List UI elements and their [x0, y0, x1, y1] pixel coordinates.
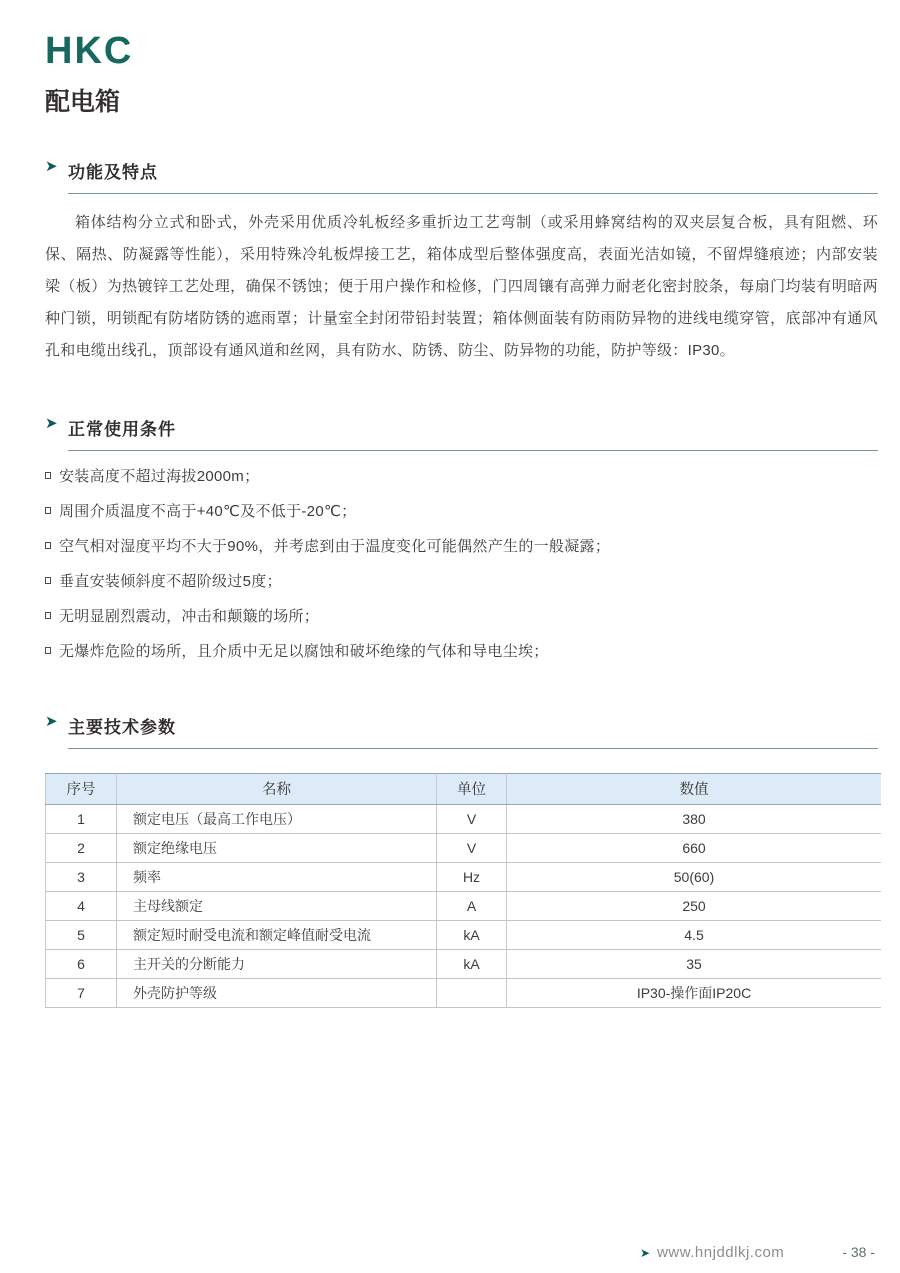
square-bullet-icon	[45, 472, 51, 479]
arrow-right-icon: ➤	[640, 1245, 651, 1260]
section-header	[45, 414, 878, 451]
table-cell: Hz	[437, 862, 507, 891]
table-cell: 35	[507, 949, 882, 978]
table-row	[46, 978, 882, 1007]
condition-item	[45, 564, 878, 599]
table-cell: 5	[46, 920, 117, 949]
condition-text: 周围介质温度不高于+40℃及不低于-20℃；	[59, 502, 357, 520]
table-cell: A	[437, 891, 507, 920]
condition-text: 空气相对湿度平均不大于90%，并考虑到由于温度变化可能偶然产生的一般凝露；	[59, 537, 611, 555]
page-footer	[640, 1244, 875, 1261]
table-row	[46, 920, 882, 949]
features-paragraph: 箱体结构分立式和卧式，外壳采用优质冷轧板经多重折边工艺弯制（或采用蜂窝结构的双夹层复合板，具有阻燃、环保、隔热、防凝露等性能），采用特殊冷轧板焊接工艺，箱体成型后整体强度高，表面光洁如镜，不留焊缝痕迹；内部安装梁（板）为热镀锌工艺处理，确保不锈蚀；便于用户操作和检修，门四周镶有高弹力耐老化密封胶条，每扇门均装有明暗两种门锁，明锁配有防堵防锈的遮雨罩；计量室全封闭带铅封装置；箱体侧面装有防雨防异物的进线电缆穿管，底部冲有通风孔和电缆出线孔，顶部设有通风道和丝网，具有防水、防锈、防尘、防异物的功能，防护等级：IP30。	[45, 213, 878, 359]
table-cell: V	[437, 804, 507, 833]
parameters-table	[45, 773, 881, 1008]
table-row	[46, 804, 882, 833]
section-header	[45, 712, 878, 749]
condition-text: 垂直安装倾斜度不超阶级过5度；	[59, 572, 282, 590]
product-subtitle: 配电箱	[45, 87, 121, 116]
section-conditions	[45, 415, 878, 669]
table-cell: 3	[46, 862, 117, 891]
table-cell: 主母线额定	[117, 891, 437, 920]
table-cell: 6	[46, 949, 117, 978]
conditions-list	[45, 459, 878, 669]
arrow-right-icon: ➤	[45, 712, 58, 730]
table-header-row	[46, 773, 882, 804]
table-row	[46, 949, 882, 978]
table-cell: 660	[507, 833, 882, 862]
table-cell: 额定电压（最高工作电压）	[117, 804, 437, 833]
table-cell: 4	[46, 891, 117, 920]
table-cell: IP30-操作面IP20C	[507, 978, 882, 1007]
arrow-right-icon: ➤	[45, 157, 58, 175]
table-cell: 1	[46, 804, 117, 833]
table-cell: 50(60)	[507, 862, 882, 891]
table-header-cell: 数值	[507, 773, 882, 804]
table-cell: 7	[46, 978, 117, 1007]
table-cell: 外壳防护等级	[117, 978, 437, 1007]
condition-item	[45, 494, 878, 529]
condition-item	[45, 459, 878, 494]
section-features	[45, 158, 878, 367]
table-cell	[437, 978, 507, 1007]
condition-text: 无爆炸危险的场所，且介质中无足以腐蚀和破坏绝缘的气体和导电尘埃；	[59, 642, 549, 660]
table-cell: 频率	[117, 862, 437, 891]
table-cell: 额定绝缘电压	[117, 833, 437, 862]
condition-text: 无明显剧烈震动，冲击和颠簸的场所；	[59, 607, 320, 625]
table-cell: 250	[507, 891, 882, 920]
square-bullet-icon	[45, 542, 51, 549]
table-row	[46, 891, 882, 920]
brand-title: HKC	[45, 30, 134, 72]
table-cell: 2	[46, 833, 117, 862]
table-header-cell: 序号	[46, 773, 117, 804]
table-cell: 主开关的分断能力	[117, 949, 437, 978]
condition-item	[45, 529, 878, 564]
table-cell: kA	[437, 949, 507, 978]
arrow-right-icon: ➤	[45, 414, 58, 432]
section-header	[45, 157, 878, 194]
table-cell: V	[437, 833, 507, 862]
condition-item	[45, 599, 878, 634]
square-bullet-icon	[45, 577, 51, 584]
square-bullet-icon	[45, 612, 51, 619]
table-header-cell: 名称	[117, 773, 437, 804]
section-title: 功能及特点	[68, 162, 158, 182]
section-title: 主要技术参数	[68, 717, 176, 737]
section-parameters	[45, 713, 878, 1008]
table-cell: 额定短时耐受电流和额定峰值耐受电流	[117, 920, 437, 949]
condition-text: 安装高度不超过海拔2000m；	[59, 467, 260, 485]
square-bullet-icon	[45, 647, 51, 654]
section-title: 正常使用条件	[68, 419, 176, 439]
table-row	[46, 862, 882, 891]
parameters-table-body	[46, 804, 882, 1007]
table-header-cell: 单位	[437, 773, 507, 804]
table-row	[46, 833, 882, 862]
footer-page-number: - 38 -	[842, 1244, 875, 1260]
table-cell: 4.5	[507, 920, 882, 949]
table-cell: 380	[507, 804, 882, 833]
square-bullet-icon	[45, 507, 51, 514]
table-cell: kA	[437, 920, 507, 949]
footer-website: www.hnjddlkj.com	[657, 1244, 785, 1261]
condition-item	[45, 634, 878, 669]
